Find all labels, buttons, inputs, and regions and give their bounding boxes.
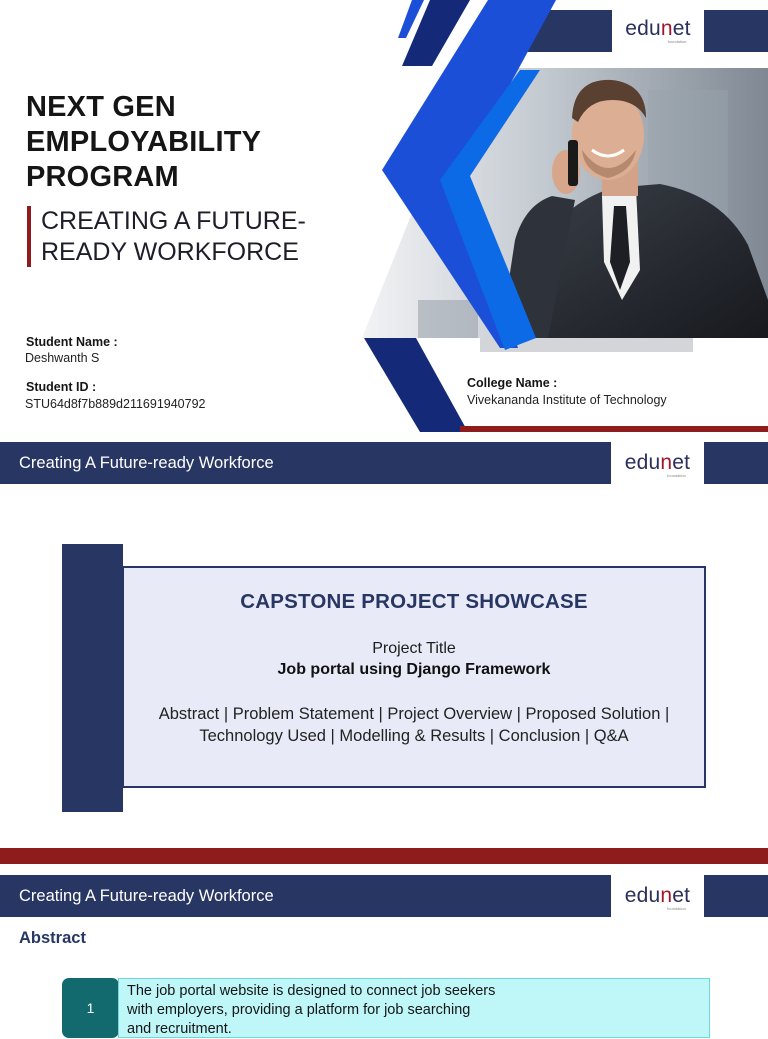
edunet-logo: edunet foundation — [612, 8, 704, 54]
student-id-value: STU64d8f7b889d211691940792 — [25, 397, 206, 411]
agenda-line: Technology Used | Modelling & Results | Conclusion | Q&A — [199, 727, 629, 745]
program-subtitle: CREATING A FUTURE-READY WORKFORCE — [27, 206, 327, 267]
abstract-point — [118, 978, 710, 1038]
abstract-point-text: The job portal website is designed to connect job seekers with employers, providing a platform for job searching and recruitment. — [127, 983, 496, 1037]
slide-divider — [0, 848, 768, 864]
abstract-slide — [0, 875, 768, 1037]
college-name-value: Vivekananda Institute of Technology — [467, 393, 667, 407]
student-name-value: Deshwanth S — [25, 351, 100, 365]
project-title-label: Project Title — [372, 640, 456, 657]
capstone-slide — [0, 442, 768, 864]
edunet-logo: edunet foundation — [611, 875, 704, 920]
agenda-list — [124, 703, 704, 747]
college-name-label: College Name : — [467, 376, 558, 390]
point-number-badge: 1 — [62, 978, 119, 1038]
abstract-heading: Abstract — [19, 929, 86, 947]
slide-header-title: Creating A Future-ready Workforce — [19, 887, 274, 905]
agenda-line: Abstract | Problem Statement | Project Overview | Proposed Solution | — [158, 705, 670, 723]
showcase-heading: CAPSTONE PROJECT SHOWCASE — [240, 590, 588, 613]
project-title-value: Job portal using Django Framework — [277, 661, 551, 678]
slide-header-title: Creating A Future-ready Workforce — [19, 454, 274, 472]
showcase-card — [122, 566, 706, 788]
program-title: NEXT GEN EMPLOYABILITY PROGRAM — [26, 91, 261, 193]
title-slide — [0, 0, 768, 440]
decorative-pillar — [62, 544, 123, 812]
student-name-label: Student Name : — [26, 335, 118, 349]
student-id-label: Student ID : — [26, 380, 97, 394]
edunet-logo: edunet foundation — [611, 442, 704, 487]
